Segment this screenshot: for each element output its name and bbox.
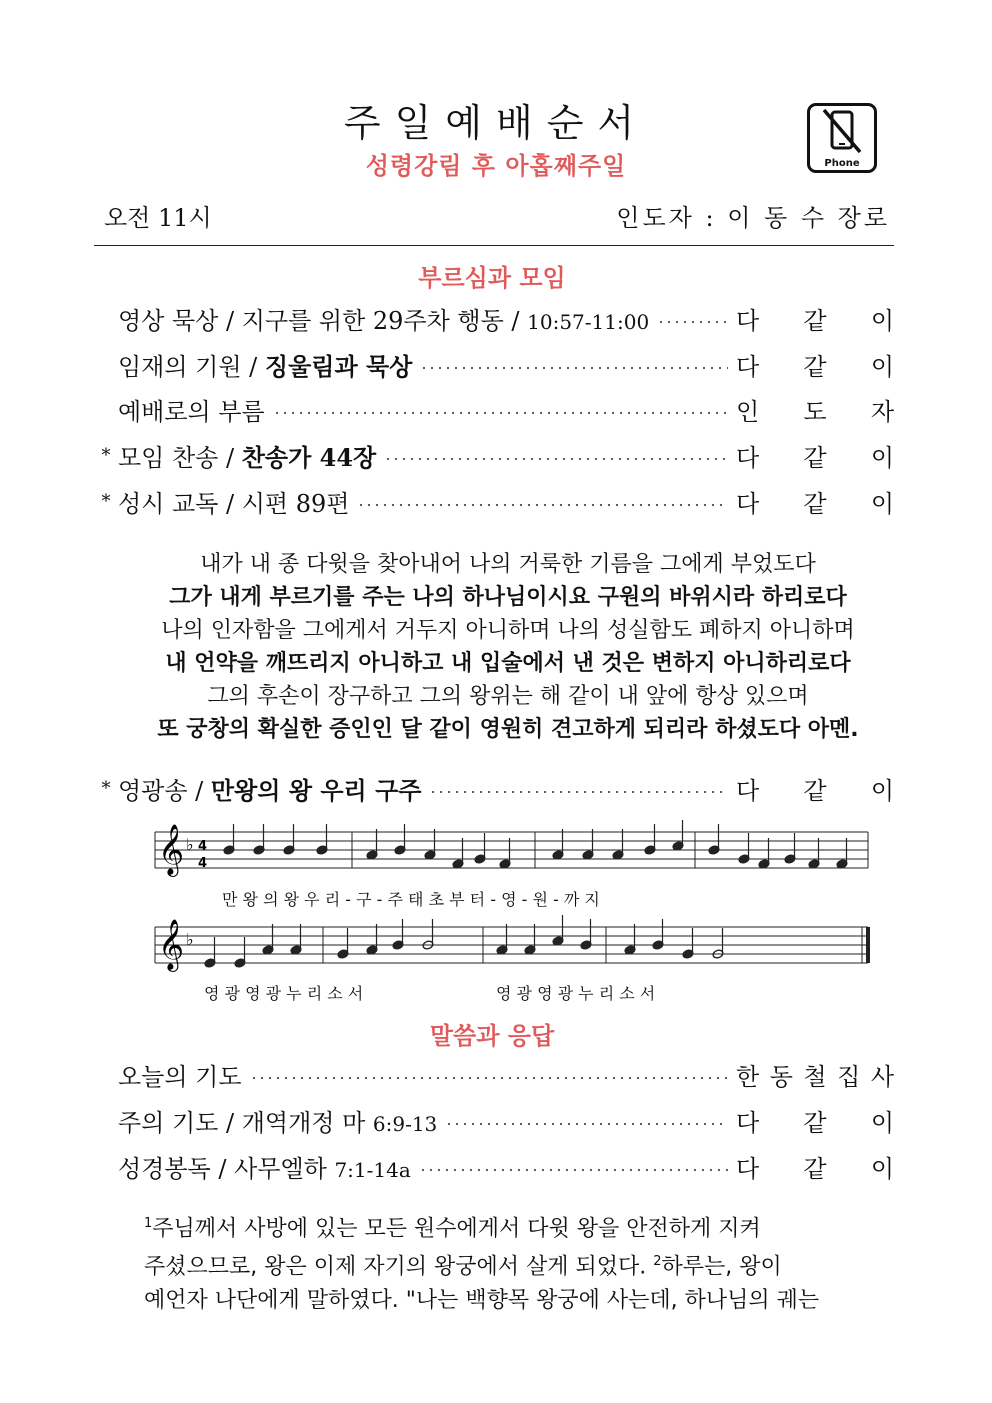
performer: 다 같 이	[736, 489, 894, 518]
performer: 다 같 이	[736, 443, 894, 472]
order-item: 주의 기도 / 개역개정 마 6:9-13 다 같 이	[94, 1103, 894, 1137]
leader-dots	[657, 320, 728, 324]
leader-dots	[420, 366, 728, 370]
psalm-line: 그의 후손이 장구하고 그의 왕위는 해 같이 내 앞에 항상 있으며	[207, 684, 809, 709]
order-item: 예배로의 부름 인 도 자	[94, 392, 894, 426]
performer: 인 도 자	[736, 397, 894, 426]
order-item: 성경봉독 / 사무엘하 7:1-14a 다 같 이	[94, 1149, 894, 1183]
phone-label: Phone	[824, 158, 860, 169]
treble-clef-icon: 𝄞	[158, 824, 185, 875]
leader-dots	[429, 790, 728, 794]
section-heading-word: 말씀과 응답	[429, 1022, 555, 1050]
section-heading-calling: 부르심과 모임	[418, 264, 566, 292]
leader-dots	[250, 1076, 728, 1080]
page-title: 주일예배순서	[343, 101, 649, 145]
order-item: * 모임 찬송 / 찬송가 44장 다 같 이	[94, 438, 894, 472]
service-time: 오전 11시	[104, 204, 212, 232]
header-divider	[94, 245, 894, 246]
psalm-line: 그가 내게 부르기를 주는 나의 하나님이시요 구원의 바위시라 하리로다	[169, 585, 847, 610]
no-phone-sign	[807, 103, 877, 173]
psalm-line: 나의 인자함을 그에게서 거두지 아니하며 나의 성실함도 폐하지 아니하며	[161, 618, 855, 643]
treble-clef-icon: 𝄞	[158, 919, 185, 970]
leader-info: 인도자 : 이 동 수 장로	[616, 204, 890, 232]
scripture-text	[144, 1207, 874, 1317]
flat-icon: ♭	[186, 930, 194, 949]
order-item: 임재의 기원 / 징울림과 묵상 다 같 이	[94, 347, 894, 381]
time-signature-top: 4	[198, 839, 208, 854]
order-item: 오늘의 기도 한 동 철 집 사	[94, 1057, 894, 1091]
scripture-line: 주셨으므로, 왕은 이제 자기의 왕궁에서 살게 되었다. $^2$하루는, 왕이	[144, 1254, 782, 1280]
psalm-line: 또 궁창의 확실한 증인인 달 같이 영원히 견고하게 되리라 하셨도다 아멘.	[157, 717, 859, 742]
psalm-line: 내 언약을 깨뜨리지 아니하고 내 입술에서 낸 것은 변하지 아니하리로다	[165, 651, 851, 676]
order-item: * 영광송 / 만왕의 왕 우리 구주 다 같 이	[94, 771, 894, 805]
page-subtitle: 성령강림 후 아홉째주일	[365, 152, 627, 180]
flat-icon: ♭	[186, 835, 194, 854]
lyrics-line-1: 만 왕 의 왕 우 리 - 구 - 주 태 초 부 터 - 영 - 원 - 까 지	[222, 890, 600, 909]
leader-dots	[273, 411, 728, 415]
performer: 다 같 이	[736, 352, 894, 381]
scripture-line: 예언자 나단에게 말하였다. "나는 백향목 왕궁에 사는데, 하나님의 궤는	[144, 1287, 820, 1313]
notes-line-2	[204, 915, 724, 968]
performer: 다 같 이	[736, 776, 894, 805]
performer: 다 같 이	[736, 1108, 894, 1137]
performer: 한 동 철 집 사	[736, 1062, 894, 1091]
leader-dots	[384, 457, 728, 461]
leader-dots	[419, 1168, 728, 1172]
order-item: * 성시 교독 / 시편 89편 다 같 이	[94, 484, 894, 518]
leader-dots	[357, 503, 728, 507]
performer: 다 같 이	[736, 306, 894, 335]
lyrics-line-2a: 영 광 영 광 누 리 소 서	[204, 984, 364, 1003]
lyrics-line-2b: 영 광 영 광 누 리 소 서	[496, 984, 656, 1003]
scripture-line: $^1$주님께서 사방에 있는 모든 원수에게서 다윗 왕을 안전하게 지켜	[144, 1216, 761, 1242]
time-signature-bottom: 4	[198, 856, 208, 871]
leader-dots	[445, 1122, 728, 1126]
performer: 다 같 이	[736, 1154, 894, 1183]
no-phone-icon	[810, 106, 874, 156]
psalm-line: 내가 내 종 다윗을 찾아내어 나의 거룩한 기름을 그에게 부었도다	[200, 552, 816, 577]
order-item: 영상 묵상 / 지구를 위한 29주차 행동 / 10:57-11:00 다 같 이	[94, 301, 894, 335]
